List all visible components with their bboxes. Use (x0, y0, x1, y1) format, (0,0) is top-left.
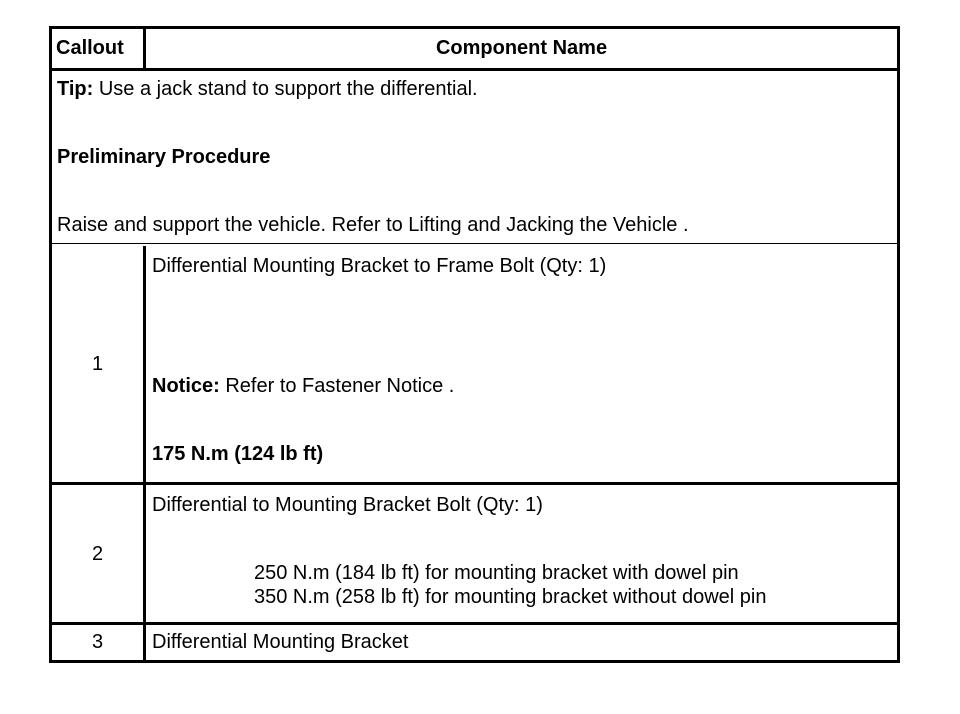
table-row (52, 482, 897, 622)
preliminary-text: Raise and support the vehicle. Refer to Lifting and Jacking the Vehicle . (57, 214, 689, 236)
tip-line (57, 77, 891, 101)
callout-column-header: Callout (52, 29, 146, 68)
callout-number: 3 (52, 625, 146, 660)
tip-label: Tip: (57, 78, 94, 100)
torque-spec: 350 N.m (258 lb ft) for mounting bracket without dowel pin (254, 586, 767, 608)
torque-spec: 250 N.m (184 lb ft) for mounting bracket with dowel pin (254, 562, 739, 584)
component-name: Differential Mounting Bracket to Frame Bolt (Qty: 1) (152, 255, 607, 277)
callout-number: 2 (52, 485, 146, 622)
notice-line (152, 374, 893, 398)
component-details (146, 246, 897, 482)
component-column-header: Component Name (435, 37, 608, 59)
preliminary-heading: Preliminary Procedure (57, 146, 271, 168)
component-name: Differential to Mounting Bracket Bolt (Qty: 1) (152, 494, 543, 516)
intro-section (52, 68, 897, 243)
notice-text: Refer to Fastener Notice . (219, 375, 455, 397)
tip-text: Use a jack stand to support the differential. (93, 78, 478, 100)
component-details (146, 485, 897, 622)
table-row (52, 622, 897, 660)
callout-number: 1 (52, 246, 146, 482)
notice-label: Notice: (152, 375, 220, 397)
torque-spec: 175 N.m (124 lb ft) (152, 443, 324, 465)
procedure-table (49, 26, 900, 663)
table-row (52, 246, 897, 482)
table-header-row (52, 29, 897, 68)
component-name: Differential Mounting Bracket (152, 631, 409, 653)
